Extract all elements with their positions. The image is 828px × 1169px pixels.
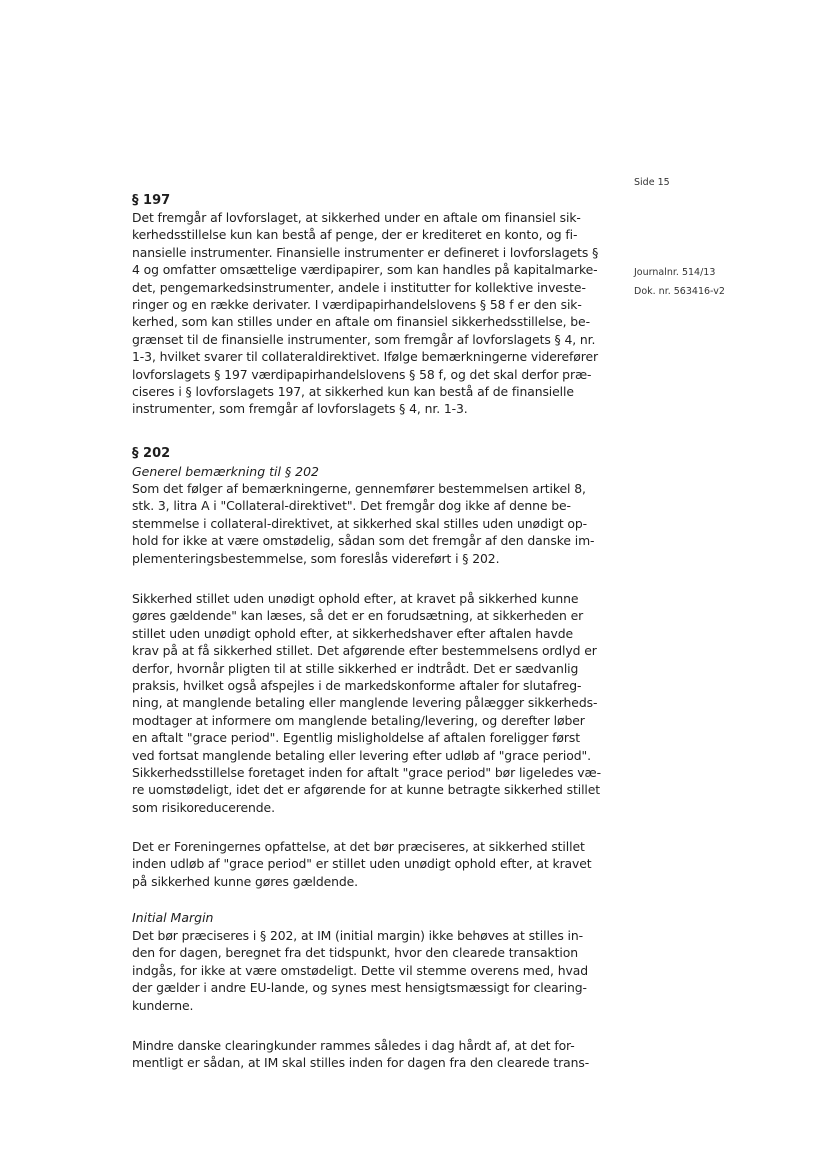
text-line: det, pengemarkedsinstrumenter, andele i institutter for kollektive investe- (132, 279, 586, 295)
section-197-paragraph (132, 209, 612, 418)
section-202-paragraph-2 (132, 590, 612, 816)
text-line: plementeringsbestemmelse, som foreslås videreført i § 202. (132, 550, 500, 566)
text-line: en aftalt "grace period". Egentlig misligholdelse af aftalen foreligger først (132, 730, 581, 746)
text-line: Det er Foreningernes opfattelse, at det bør præciseres, at sikkerhed stillet (132, 839, 585, 854)
text-line: 4 og omfatter omsættelige værdipapirer, som kan handles på kapitalmarke- (132, 262, 598, 278)
text-line: Sikkerhedsstillelse foretaget inden for aftalt "grace period" bør ligeledes væ- (132, 765, 601, 781)
text-line: derfor, hvornår pligten til at stille sikkerhed er indtrådt. Det er sædvanlig (132, 660, 579, 676)
text-line: ved fortsat manglende betaling eller levering efter udløb af "grace period". (132, 747, 591, 763)
text-line: som risikoreducerende. (132, 799, 275, 815)
page-number: Side 15 (634, 177, 670, 188)
text-line: gøres gældende" kan læses, så det er en forudsætning, at sikkerheden er (132, 608, 584, 624)
text-line: nansielle instrumenter. Finansielle instrumenter er defineret i lovforslagets § (132, 244, 599, 260)
section-202-subheading: Generel bemærkning til § 202 (132, 464, 320, 479)
text-line: inden udløb af "grace period" er stillet uden unødigt ophold efter, at kravet (132, 856, 592, 872)
text-line: på sikkerhed kunne gøres gældende. (132, 873, 359, 889)
text-line: hold for ikke at være omstødelig, sådan som det fremgår af den danske im- (132, 533, 595, 549)
initial-margin-heading: Initial Margin (132, 910, 214, 925)
text-line: Sikkerhed stillet uden unødigt ophold efter, at kravet på sikkerhed kunne (132, 591, 579, 606)
text-line: Det fremgår af lovforslaget, at sikkerhed under en aftale om finansiel sik- (132, 210, 581, 225)
text-line: instrumenter, som fremgår af lovforslagets § 4, nr. 1-3. (132, 401, 468, 417)
section-197-heading: § 197 (132, 193, 171, 208)
text-line: ning, at manglende betaling eller manglende levering pålægger sikkerheds- (132, 695, 598, 711)
text-line: indgås, for ikke at være omstødeligt. Dette vil stemme overens med, hvad (132, 962, 588, 978)
text-line: 1-3, hvilket svarer til collateraldirektivet. Ifølge bemærkningerne viderefører (132, 349, 598, 365)
section-202-paragraph-1 (132, 480, 612, 567)
text-line: kerhedsstillelse kun kan bestå af penge, der er krediteret en konto, og fi- (132, 227, 578, 243)
text-line: stk. 3, litra A i "Collateral-direktivet". Det fremgår dog ikke af denne be- (132, 498, 571, 514)
text-line: mentligt er sådan, at IM skal stilles inden for dagen fra den clearede trans- (132, 1055, 590, 1071)
text-line: Som det følger af bemærkningerne, gennemfører bestemmelsen artikel 8, (132, 481, 586, 496)
text-line: grænset til de finansielle instrumenter, som fremgår af lovforslagets § 4, nr. (132, 331, 596, 347)
text-line: ringer og en række derivater. I værdipapirhandelslovens § 58 f er den sik- (132, 297, 582, 313)
section-202-paragraph-3 (132, 838, 612, 890)
section-202-paragraph-5 (132, 1037, 612, 1072)
text-line: krav på at få sikkerhed stillet. Det afgørende efter bestemmelsens ordlyd er (132, 643, 597, 659)
text-line: lovforslagets § 197 værdipapirhandelslovens § 58 f, og det skal derfor præ- (132, 366, 592, 382)
text-line: stemmelse i collateral-direktivet, at sikkerhed skal stilles uden unødigt op- (132, 515, 588, 531)
initial-margin-paragraph (132, 927, 612, 1014)
text-line: der gælder i andre EU-lande, og synes mest hensigtsmæssigt for clearing- (132, 980, 587, 996)
document-number: Dok. nr. 563416-v2 (634, 286, 725, 297)
text-line: Det bør præciseres i § 202, at IM (initial margin) ikke behøves at stilles in- (132, 928, 583, 943)
text-line: praksis, hvilket også afspejles i de markedskonforme aftaler for slutafreg- (132, 678, 582, 694)
text-line: stillet uden unødigt ophold efter, at sikkerhedshaver efter aftalen havde (132, 625, 574, 641)
text-line: kerhed, som kan stilles under en aftale om finansiel sikkerhedsstillelse, be- (132, 314, 590, 330)
text-line: kunderne. (132, 997, 194, 1013)
text-line: den for dagen, beregnet fra det tidspunkt, hvor den clearede transaktion (132, 945, 578, 961)
text-line: Mindre danske clearingkunder rammes således i dag hårdt af, at det for- (132, 1038, 575, 1053)
text-line: ciseres i § lovforslagets 197, at sikkerhed kun kan bestå af de finansielle (132, 384, 574, 400)
text-line: re uomstødeligt, idet det er afgørende for at kunne betragte sikkerhed stillet (132, 782, 601, 798)
text-line: modtager at informere om manglende betaling/levering, og derefter løber (132, 712, 585, 728)
journal-number: Journalnr. 514/13 (634, 267, 716, 278)
section-202-heading: § 202 (132, 446, 171, 461)
